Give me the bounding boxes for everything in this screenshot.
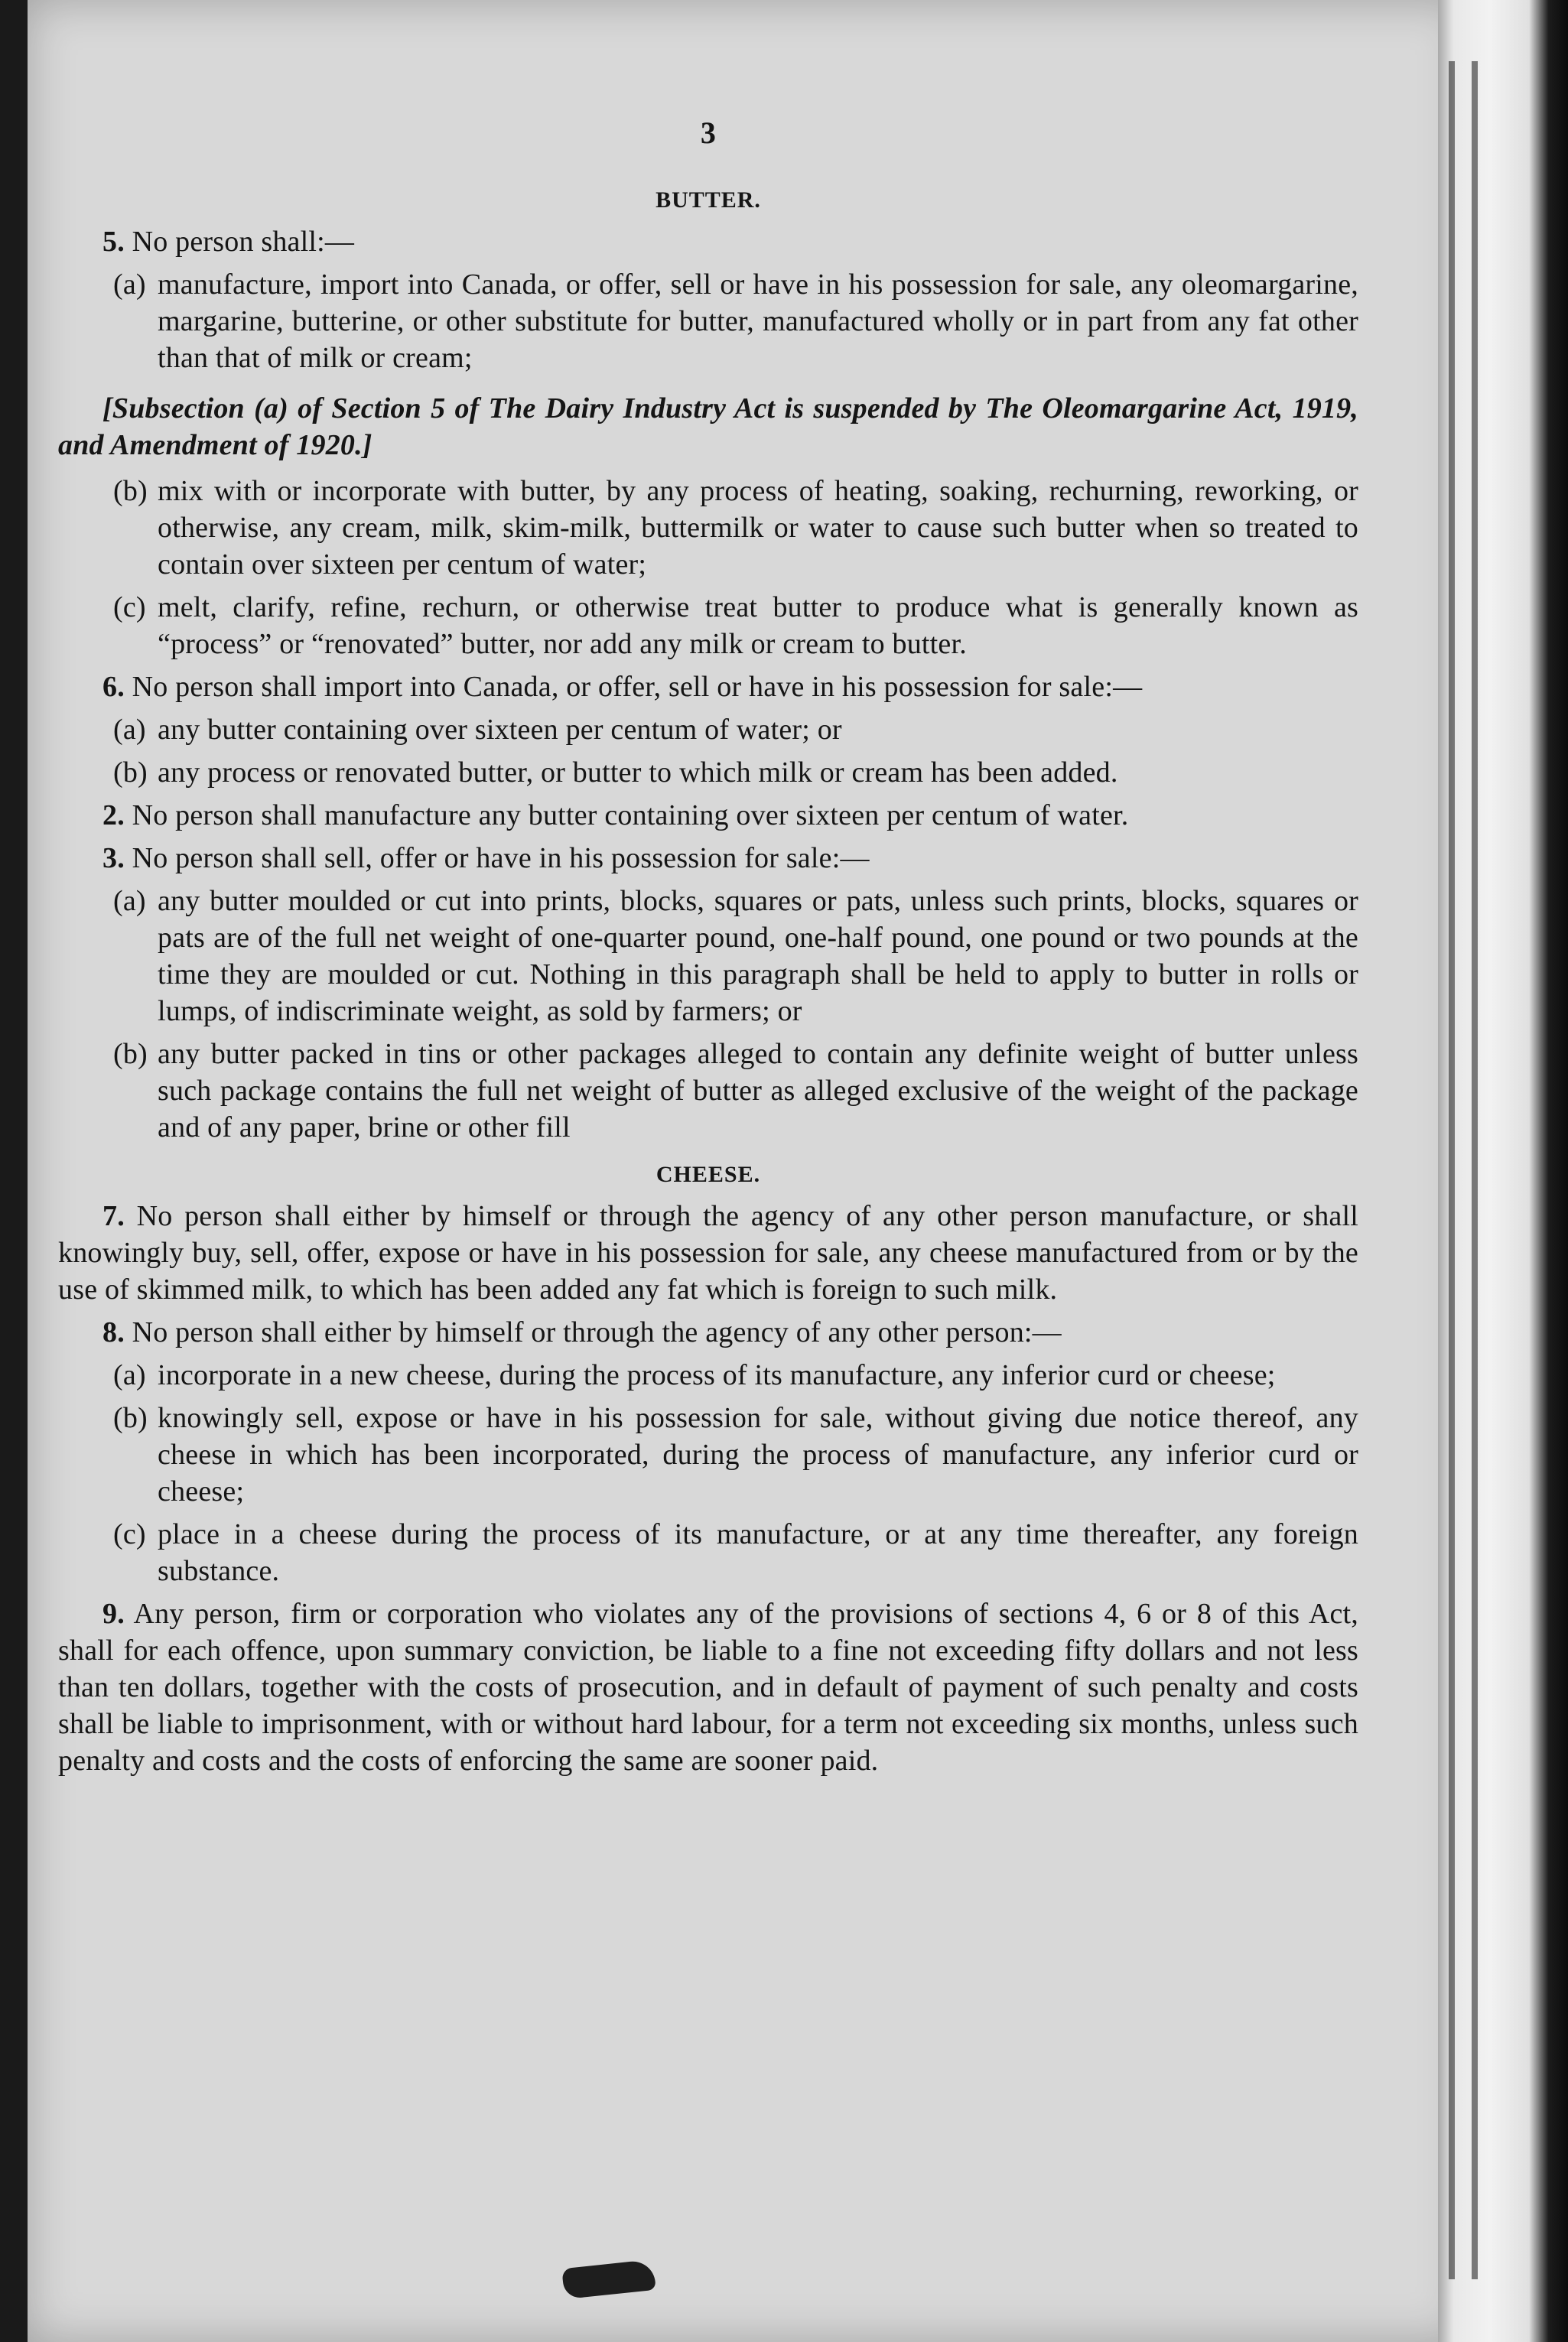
section-7-number: 7. bbox=[102, 1200, 125, 1232]
clause-text: any process or renovated butter, or butter to which milk or cream has been added. bbox=[158, 756, 1118, 789]
section-7-text: No person shall either by himself or through the agency of any other person manufacture, or shall knowingly buy, sell, offer, expose or have in his possession for sale, any cheese manufactured from or by the use of skimmed milk, to which has been added any fat which is foreign to such milk. bbox=[58, 1200, 1359, 1306]
clause-label: (b) bbox=[113, 756, 148, 789]
clause-text: incorporate in a new cheese, during the process of its manufacture, any inferior curd or cheese; bbox=[158, 1359, 1276, 1391]
subsection-number: 3. bbox=[102, 842, 125, 874]
section-5-intro: No person shall:— bbox=[132, 226, 355, 258]
clause-text: knowingly sell, expose or have in his possession for sale, without giving due notice thereof, any cheese in which has been incorporated, during the process of manufacture, any inferior curd or cheese; bbox=[158, 1402, 1358, 1508]
clause-text: manufacture, import into Canada, or offer, sell or have in his possession for sale, any oleomargarine, margarine, butterine, or other substitute for butter, manufactured wholly or in part from any fat other than that of milk or cream; bbox=[158, 268, 1358, 374]
section-6 bbox=[58, 668, 1358, 705]
section-7 bbox=[58, 1198, 1358, 1308]
clause-label: (c) bbox=[113, 1518, 146, 1550]
section-6-clause-a bbox=[58, 711, 1358, 748]
page-binding-edge bbox=[1438, 0, 1568, 2342]
section-5-clause-b bbox=[58, 473, 1358, 583]
section-8-clause-b bbox=[58, 1400, 1358, 1510]
section-8-clause-a bbox=[58, 1357, 1358, 1394]
document-page bbox=[28, 0, 1466, 2342]
clause-label: (a) bbox=[113, 885, 146, 917]
clause-label: (a) bbox=[113, 714, 146, 746]
clause-label: (a) bbox=[113, 268, 146, 301]
clause-label: (b) bbox=[113, 1402, 148, 1434]
subsection-text: No person shall manufacture any butter containing over sixteen per centum of water. bbox=[132, 799, 1129, 831]
section-9 bbox=[58, 1595, 1358, 1779]
ink-blot-mark bbox=[561, 2259, 656, 2299]
binding-stripe bbox=[1472, 61, 1478, 2279]
section-8-number: 8. bbox=[102, 1316, 125, 1348]
clause-text: any butter packed in tins or other packages alleged to contain any definite weight of butter unless such package contains the full net weight of butter as alleged exclusive of the weight of the package and of any paper, brine or other fill bbox=[158, 1038, 1358, 1143]
clause-text: any butter containing over sixteen per centum of water; or bbox=[158, 714, 842, 746]
page-number: 3 bbox=[700, 115, 717, 150]
subsection-number: 2. bbox=[102, 799, 125, 831]
section-6-3-clause-b bbox=[58, 1036, 1358, 1146]
section-6-intro: No person shall import into Canada, or offer, sell or have in his possession for sale:— bbox=[132, 671, 1143, 703]
section-5-clause-c bbox=[58, 589, 1358, 662]
clause-text: melt, clarify, refine, rechurn, or otherwise treat butter to produce what is generally known as “process” or “renovated” butter, nor add any milk or cream to butter. bbox=[158, 591, 1358, 660]
section-9-text: Any person, firm or corporation who violates any of the provisions of sections 4, 6 or 8 of this Act, shall for each offence, upon summary conviction, be liable to a fine not exceeding fifty dollars and not less than ten dollars, together with the costs of prosecution, and in default of payment of such penalty and costs shall be liable to imprisonment, with or without hard labour, for a term not exceeding six months, unless such penalty and costs and the costs of enforcing the same are sooner paid. bbox=[58, 1598, 1358, 1777]
subsection-text: No person shall sell, offer or have in his possession for sale:— bbox=[132, 842, 870, 874]
section-5 bbox=[58, 223, 1358, 260]
section-6-clause-b bbox=[58, 754, 1358, 791]
section-5-number: 5. bbox=[102, 226, 125, 258]
section-9-number: 9. bbox=[102, 1598, 125, 1630]
section-8-intro: No person shall either by himself or through the agency of any other person:— bbox=[132, 1316, 1062, 1348]
clause-label: (a) bbox=[113, 1359, 146, 1391]
page-left-edge bbox=[0, 0, 28, 2342]
cheese-heading: CHEESE. bbox=[656, 1162, 761, 1187]
section-8 bbox=[58, 1314, 1358, 1351]
clause-label: (c) bbox=[113, 591, 146, 623]
section-6-3-clause-a bbox=[58, 883, 1358, 1030]
clause-text: any butter moulded or cut into prints, blocks, squares or pats, unless such prints, blocks, squares or pats are of the full net weight of one-quarter pound, one-half pound, one pound or two pounds at the time they are moulded or cut. Nothing in this paragraph shall be held to apply to butter in rolls or lumps, of indiscriminate weight, as sold by farmers; or bbox=[158, 885, 1358, 1027]
clause-label: (b) bbox=[113, 1038, 148, 1070]
butter-heading: BUTTER. bbox=[656, 187, 761, 213]
section-6-number: 6. bbox=[102, 671, 125, 703]
clause-label: (b) bbox=[113, 475, 148, 507]
section-6-subsection-3 bbox=[58, 840, 1358, 877]
section-5-note: [Subsection (a) of Section 5 of The Dairy Industry Act is suspended by The Oleomargarine Act, 1919, and Amendment of 1920.] bbox=[58, 392, 1358, 461]
binding-stripe bbox=[1449, 61, 1455, 2279]
clause-text: place in a cheese during the process of its manufacture, or at any time thereafter, any foreign substance. bbox=[158, 1518, 1358, 1587]
page-content bbox=[58, 115, 1358, 1785]
clause-text: mix with or incorporate with butter, by any process of heating, soaking, rechurning, reworking, or otherwise, any cream, milk, skim-milk, buttermilk or water to cause such butter when so treated to contain over sixteen per centum of water; bbox=[158, 475, 1358, 581]
section-8-clause-c bbox=[58, 1516, 1358, 1589]
section-6-subsection-2 bbox=[58, 797, 1358, 834]
section-5-clause-a bbox=[58, 266, 1358, 376]
